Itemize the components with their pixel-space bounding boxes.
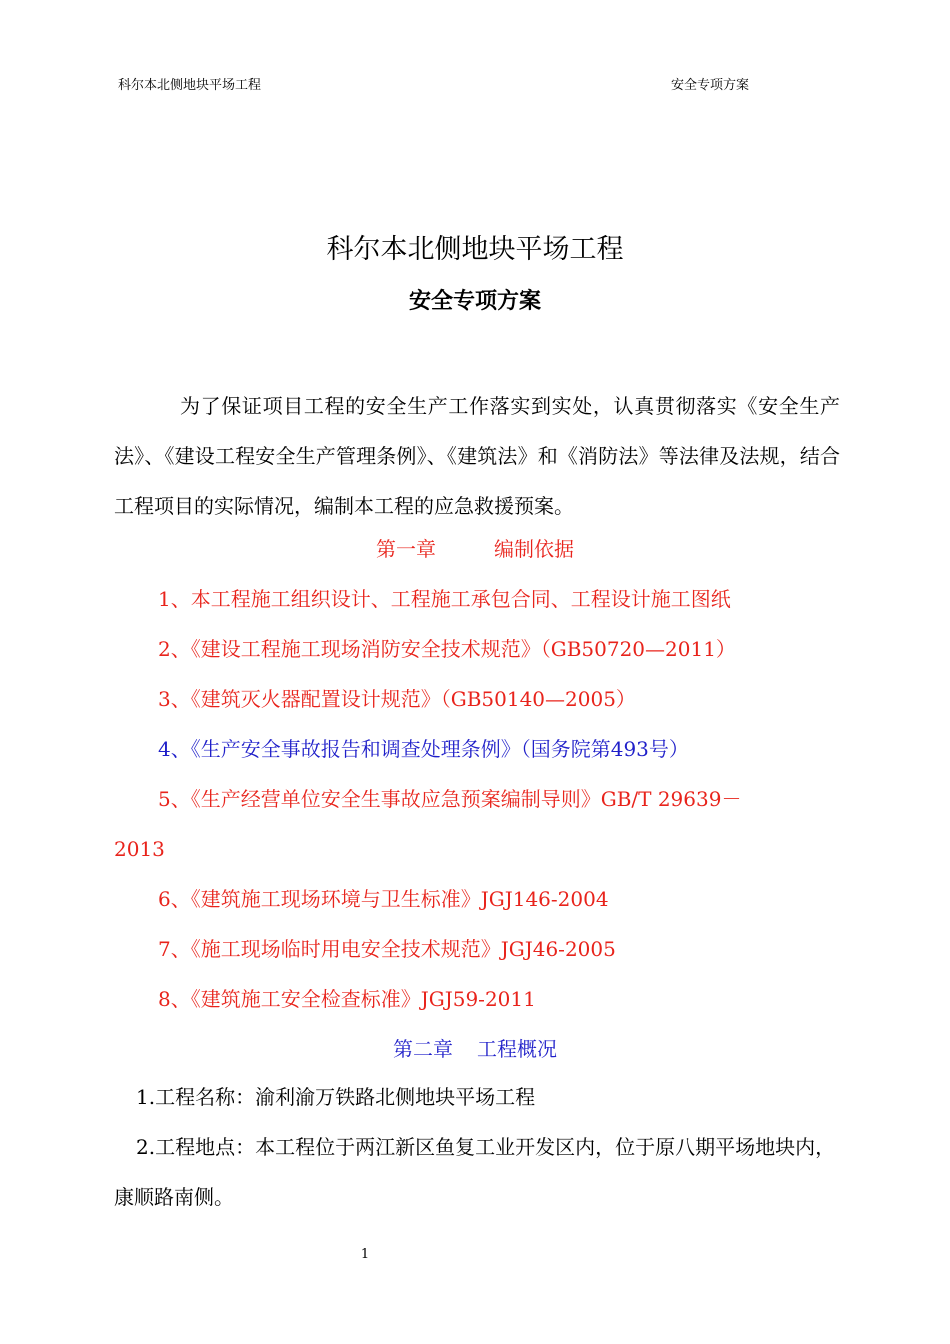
intro-paragraph: 为了保证项目工程的安全生产工作落实到实处，认真贯彻落实《安全生产法》、《建设工程安全生产管理条例》、《建筑法》和《消防法》等法律及法规，结合工程项目的实际情况，编制本工程的应急救援预案。 — [114, 394, 840, 518]
basis-item-5-continued: 2013 — [114, 837, 165, 861]
basis-item-3: 3、《建筑灭火器配置设计规范》（GB50140—2005） — [158, 687, 636, 711]
page-subtitle: 安全专项方案 — [408, 288, 541, 314]
basis-item-5: 5、《生产经营单位安全生事故应急预案编制导则》GB/T 29639－ — [158, 787, 742, 811]
page-title: 科尔本北侧地块平场工程 — [326, 234, 624, 265]
page-number: 1 — [360, 1247, 370, 1262]
chapter2-heading — [0, 1034, 950, 1064]
chapter1-heading — [0, 534, 950, 564]
header-document-type: 安全专项方案 — [671, 78, 750, 93]
basis-item-8: 8、《建筑施工安全检查标准》JGJ59-2011 — [158, 987, 536, 1011]
header-rule — [114, 100, 836, 101]
chapter2-number: 第二章 — [393, 1037, 453, 1061]
header-project-name: 科尔本北侧地块平场工程 — [118, 78, 262, 93]
basis-item-7: 7、《施工现场临时用电安全技术规范》JGJ46-2005 — [158, 937, 616, 961]
basis-item-2: 2、《建设工程施工现场消防安全技术规范》（GB50720—2011） — [158, 637, 736, 661]
overview-item-2: 2.工程地点：本工程位于两江新区鱼复工业开发区内，位于原八期平场地块内，康顺路南侧。 — [114, 1135, 836, 1209]
basis-item-1: 1、本工程施工组织设计、工程施工承包合同、工程设计施工图纸 — [158, 587, 731, 611]
chapter1-title: 编制依据 — [494, 537, 574, 561]
basis-item-6: 6、《建筑施工现场环境与卫生标准》JGJ146-2004 — [158, 887, 609, 911]
overview-item-1: 1.工程名称：渝利渝万铁路北侧地块平场工程 — [136, 1085, 536, 1109]
chapter1-number: 第一章 — [376, 537, 436, 561]
basis-item-4: 4、《生产安全事故报告和调查处理条例》（国务院第493号） — [158, 737, 689, 761]
chapter2-title: 工程概况 — [477, 1037, 557, 1061]
